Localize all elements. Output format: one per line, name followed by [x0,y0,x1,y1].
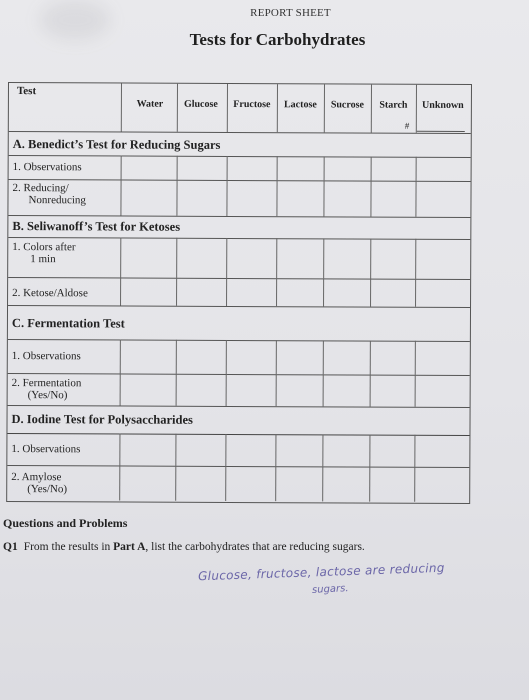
section-d-header [7,405,469,436]
question-1 [3,541,365,553]
page-title: Tests for Carbohydrates [189,30,366,49]
table-row [8,339,470,376]
section-b-title: B. Seliwanoff’s Test for Ketoses [12,219,181,234]
row-label: 2. Reducing/ [12,182,69,195]
section-c-title: C. Fermentation Test [11,316,125,331]
column-header-lactose: Lactose [283,99,317,111]
unknown-number-label: # [404,120,410,131]
section-a-header [9,131,471,158]
table-row [8,237,470,280]
table-row [8,277,470,308]
table-row [7,433,469,468]
questions-heading: Questions and Problems [3,516,128,530]
results-table [6,82,472,504]
table-row [7,465,469,502]
row-label-line2: (Yes/No) [27,483,68,496]
row-label: 2. Fermentation [11,377,82,390]
table-row [8,373,470,408]
row-label: 1. Observations [11,443,81,456]
question-text-after: , list the carbohydrates that are reducing sugars. [145,541,365,553]
report-sheet-label: REPORT SHEET [250,7,331,19]
row-label: 1. Colors after [12,241,76,254]
column-header-glucose: Glucose [183,98,218,110]
handwritten-answer-line2: sugars. [311,583,349,596]
row-label-line2: (Yes/No) [27,389,68,402]
row-label-line2: 1 min [30,253,56,266]
section-c-header [8,305,470,342]
question-number: Q1 [3,541,18,553]
section-a-title: A. Benedict’s Test for Reducing Sugars [12,137,221,152]
column-header-unknown: Unknown [422,99,464,111]
table-header-row [9,83,471,134]
unknown-number-blank [417,131,465,132]
row-label-line2: Nonreducing [28,194,86,207]
table-row [9,155,471,182]
row-label: 1. Observations [12,161,82,174]
handwritten-answer-line1: Glucose, fructose, lactose are reducing [197,560,445,584]
row-label: 2. Amylose [11,471,62,484]
table-row [8,179,470,218]
question-text-bold: Part A [113,541,146,553]
section-d-title: D. Iodine Test for Polysaccharides [11,412,193,427]
column-header-fructose: Fructose [233,98,271,111]
test-column-header: Test [16,85,37,98]
column-header-water: Water [136,98,164,110]
question-text-before: From the results in [23,541,114,553]
column-header-starch: Starch [379,99,408,111]
row-label: 2. Ketose/Aldose [12,287,88,300]
section-b-header [8,215,470,240]
column-header-sucrose: Sucrose [330,99,365,111]
row-label: 1. Observations [11,350,81,363]
